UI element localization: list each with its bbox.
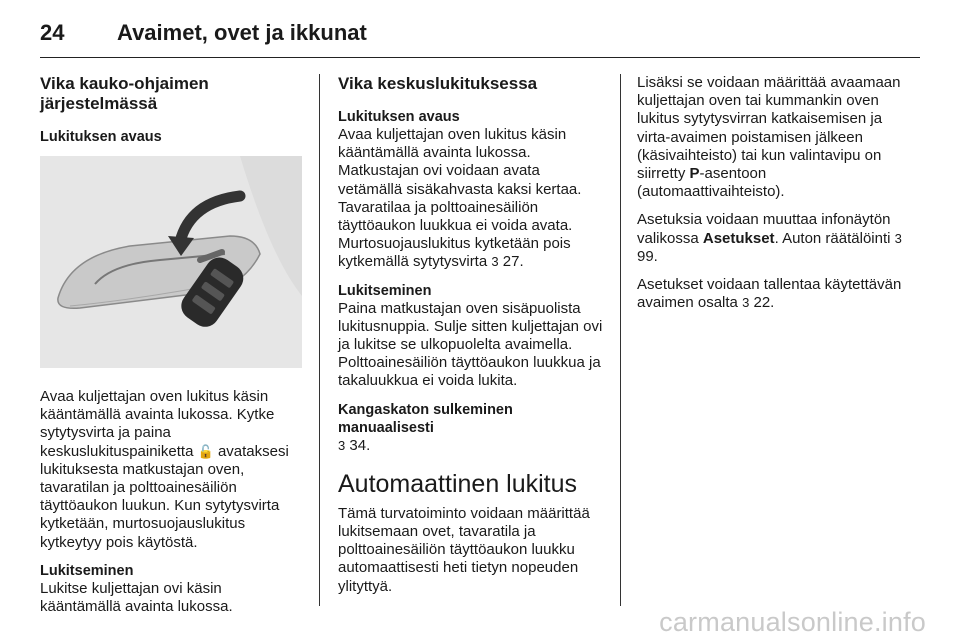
unlock-icon: 🔓 [197, 443, 214, 459]
section-heading: Vika kauko-ohjaimen järjestelmässä [40, 74, 209, 113]
page-ref-icon: 3 [338, 437, 346, 453]
paragraph [338, 437, 606, 455]
column-3 [637, 74, 905, 322]
subheading: Lukitseminen [338, 282, 432, 299]
section-heading: Automaattinen lukitus [338, 469, 578, 498]
key-door-illustration [40, 156, 302, 368]
paragraph: Avaa kuljettajan oven lukitus käsin kääntämällä avainta lukossa. Kytke sytytysvirta ja paina keskuslukituspainiketta 🔓 avataksesi lukituksesta matkustajan oven, tavaratilan ja polttoainesäiliön täyttöaukon luukun. Kun sytytysvirta kytketään, murtosuojauslukitus kytkeytyy pois käytöstä. [40, 388, 289, 551]
header-rule [40, 57, 920, 58]
page-reference[interactable]: 22. [753, 294, 775, 312]
paragraph: Lisäksi se voidaan määrittää avaamaan kuljettajan oven tai kummankin oven lukitus sytytysvirran katkaisemisen ja virta-avaimen poistamisen jälkeen (käsivaihteisto) tai kun valintavipu on siirretty P-asentoon (automaattivaihteisto). [637, 74, 901, 201]
column-divider [319, 74, 320, 606]
paragraph: Asetuksia voidaan muuttaa infonäytön valikossa Asetukset. Auton räätälöinti 3 99. [637, 211, 902, 265]
subheading: Lukitseminen [40, 562, 134, 579]
subheading: Kangaskaton sulkeminen manuaalisesti [338, 401, 513, 436]
page-ref-icon: 3 [491, 254, 499, 270]
door-handle-key-image [40, 156, 302, 368]
page-number: 24 [40, 20, 65, 45]
page-ref-icon: 3 [894, 230, 902, 246]
page-reference[interactable]: 99. [637, 247, 658, 265]
paragraph: Paina matkustajan oven sisäpuolista lukitusnuppia. Sulje sitten kuljettajan ovi ja lukitse se ulkopuolelta avaimella. Polttoainesäiliön täyttöaukon luukkua ja takaluukkua ei voida lukita. [338, 299, 603, 390]
section-heading: Vika keskuslukituksessa [338, 74, 538, 93]
paragraph: Asetukset voidaan tallentaa käytettävän avaimen osalta 3 22. [637, 276, 902, 312]
paragraph: Tämä turvatoiminto voidaan määrittää lukitsemaan ovet, tavaratila ja polttoainesäiliön täyttöaukon luukku automaattisesti heti tietyn nopeuden ylityttyä. [338, 504, 590, 595]
page-reference[interactable]: 27. [502, 253, 524, 271]
paragraph: Lukitse kuljettajan ovi käsin kääntämällä avainta lukossa. [40, 579, 233, 616]
page-reference[interactable]: 34. [349, 436, 371, 454]
page-header [40, 16, 920, 56]
page-ref-icon: 3 [742, 295, 750, 311]
chapter-title: Avaimet, ovet ja ikkunat [117, 20, 367, 45]
paragraph: Avaa kuljettajan oven lukitus käsin kääntämällä avainta lukossa. Matkustajan ovi voidaan avata vetämällä sisäkahvasta kaksi kertaa. Tavaratilaa ja polttoainesäiliön täyttöaukon luukkua ei voida avata. Murtosuojauslukitus kytketään pois kytkemällä sytytysvirta 3 27. [338, 126, 582, 271]
column-divider [620, 74, 621, 606]
column-2 [338, 74, 606, 606]
column-1 [40, 74, 302, 626]
watermark: carmanualsonline.info [659, 607, 926, 637]
subheading: Lukituksen avaus [338, 109, 460, 125]
subheading: Lukituksen avaus [40, 129, 162, 145]
